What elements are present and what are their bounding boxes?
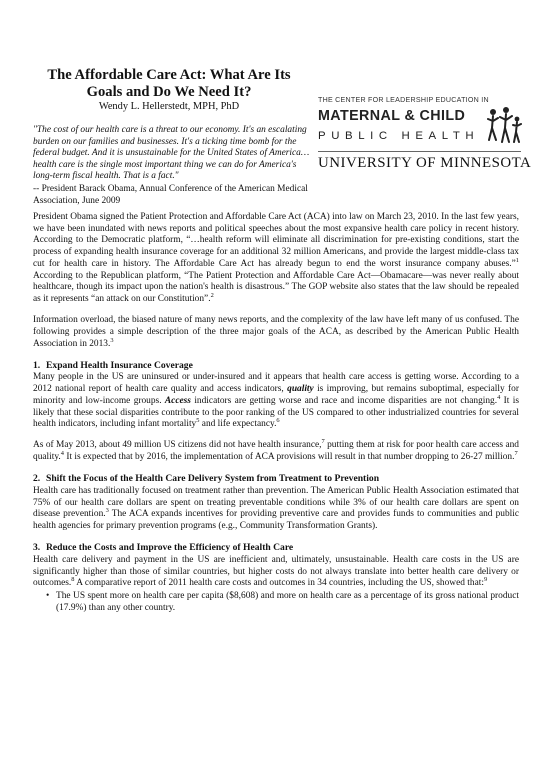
intro-paragraph-1: President Obama signed the Patient Protection and Affordable Care Act (ACA) into law on March 23, 2010. In the last few years, we have been inundated with news reports and political speeches about the most expansive health care policy in recent history. According to the Democratic platform, “…health reform will eliminate all discrimination for pre-existing conditions, start the process of expanding health insurance coverage for an additional 32 million Americans, and provide the largest middle-class tax cut for health care in history. The Affordable Care Act has already begun to end the worst insurance company abuses.”$^1$ According to the Republican platform, “The Patient Protection and Affordable Care Act—Obamacare—was never really about healthcare, though its impact upon the nation's health is disastrous.” The GOP website also states that the law should be repealed as it represents “an attack on our Constitution”.$^2$ [33,212,519,304]
family-figures-icon [486,106,522,148]
page-title: The Affordable Care Act: What Are Its Goals and Do We Need It? [47,67,291,100]
center-logo [318,96,532,176]
findings-list [33,591,519,614]
section-1-paragraph-1: Many people in the US are uninsured or under-insured and it appears that health care access is getting worse. According to a 2012 national report of health care quality and access indicators, quality is improving, but remains suboptimal, especially for minority and low-income groups. Access indicators are getting worse and race and income disparities are not changing.$^4$ It is likely that these social disparities contribute to the poor ranking of the US compared to other industrialized countries for several health indicators, including infant mortality$^5$ and life expectancy.$^6$ [33,372,519,430]
logo-line-university: UNIVERSITY OF MINNESOTA [318,155,532,171]
section-heading-2: 2. Shift the Focus of the Health Care Delivery System from Treatment to Prevention [33,473,380,485]
intro-paragraph-2: Information overload, the biased nature of many news reports, and the complexity of the law have left many of us confused. The following provides a simple description of the three major goals of the ACA, as described by the American Public Health Association in 2013.$^3$ [33,315,519,349]
logo-line-public-health: PUBLIC HEALTH [318,130,480,142]
section-3-paragraph: Health care delivery and payment in the US are inefficient and, ultimately, unsustainable. Health care costs in the US are significantly higher than those of similar countries, but higher costs do not always translate into better health care delivery or outcomes.$^8$ A comparative report of 2011 health care costs and outcomes in 34 countries, including the US, showed that:$^9$ [33,555,519,589]
article-body [33,212,519,615]
opening-quote: "The cost of our health care is a threat to our economy. It's an escalating burden on our families and businesses. It's a ticking time bomb for the federal budget. And it is unsustainable for the United States of America…health care is the single most important thing we can do for America's long-term fiscal health. That is a fact." [33,125,310,182]
list-item: • The US spent more on health care per capita ($8,608) and more on health care as a percentage of its gross national product (17.9%) than any other country. [46,591,519,614]
section-1-paragraph-2: As of May 2013, about 49 million US citizens did not have health insurance,$^7$ putting them at risk for poor health care access and quality.$^4$ It is expected that by 2016, the implementation of ACA provisions will result in that number dropping to 26-27 million.$^7$ [33,438,519,463]
section-heading-3: 3. Reduce the Costs and Improve the Efficiency of Health Care [33,542,294,554]
document-page [33,0,532,615]
header-area [33,0,532,212]
logo-divider [318,151,521,152]
author-line: Wendy L. Hellerstedt, MPH, PhD [98,101,240,112]
section-2-paragraph: Health care has traditionally focused on treatment rather than prevention. The American Public Health Association estimated that 75% of our health care dollars are spent on treating preventable conditions while 3% of our health care dollars are spent on disease prevention.$^3$ The ACA expands incentives for providing preventive care and provides funds to communities and public health agencies for primary prevention programs (e.g., Community Transformation Grants). [33,486,520,532]
section-heading-1: 1. Expand Health Insurance Coverage [33,359,193,371]
logo-line-mch: MATERNAL & CHILD [318,108,466,124]
logo-line-center: THE CENTER FOR LEADERSHIP EDUCATION IN [318,96,489,104]
quote-attribution: -- President Barack Obama, Annual Conference of the American Medical Association, June 2009 [33,184,308,206]
